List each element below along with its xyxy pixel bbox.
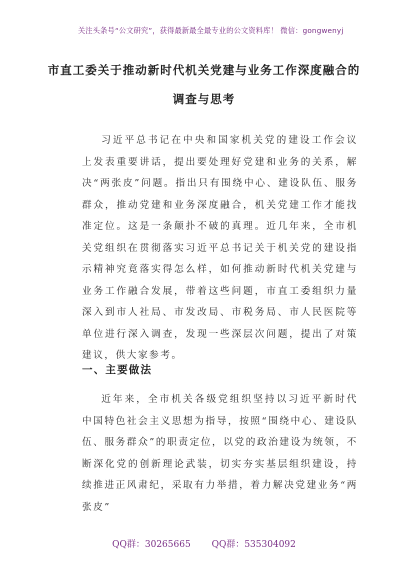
section-1-paragraph: 近年来，全市机关各级党组织坚持以习近平新时代中国特色社会主义思想为指导，按照“围绕中心、建设队伍、服务群众”的职责定位，以党的政治建设为统领，不断深化党的创新理论武装，切实夯实基层组织建设，持续推进正风肃纪，采取有力举措，着力解决党建业务“两张皮” xyxy=(82,394,358,513)
header-note: 关注头条号“公文研究”，获得最新最全最专业的公文资料库！ 微信：gongwenyj xyxy=(78,26,344,35)
document-title-line-1: 市直工委关于推动新时代机关党建与业务工作深度融合的 xyxy=(47,63,361,77)
footer-qq-group-1: QQ群：30265665 xyxy=(112,540,191,550)
intro-paragraph: 习近平总书记在中央和国家机关党的建设工作会议上发表重要讲话，提出要处理好党建和业务的关系，解决“两张皮”问题。指出只有围绕中心、建设队伍、服务群众，推动党建和业务深度融合，机关党建工作才能找准定位。这是一条颠扑不破的真理。近几年来，全市机关党组织在贯彻落实习近平总书记关于机关党的建设指示精神究竟落实得怎么样，如何推动新时代机关党建与业务工作融合发展，带着这些问题，市直工委组织力量深入到市人社局、市发改局、市税务局、市人民医院等单位进行深入调查，发现一些深层次问题，提出了对策建议，供大家参考。 xyxy=(82,135,358,361)
section-heading-main-practices: 一、主要做法 xyxy=(82,364,153,376)
document-title-line-2: 调查与思考 xyxy=(172,92,236,106)
footer-contact xyxy=(0,537,408,550)
footer-qq-group-2: QQ群：535304092 xyxy=(211,540,296,550)
